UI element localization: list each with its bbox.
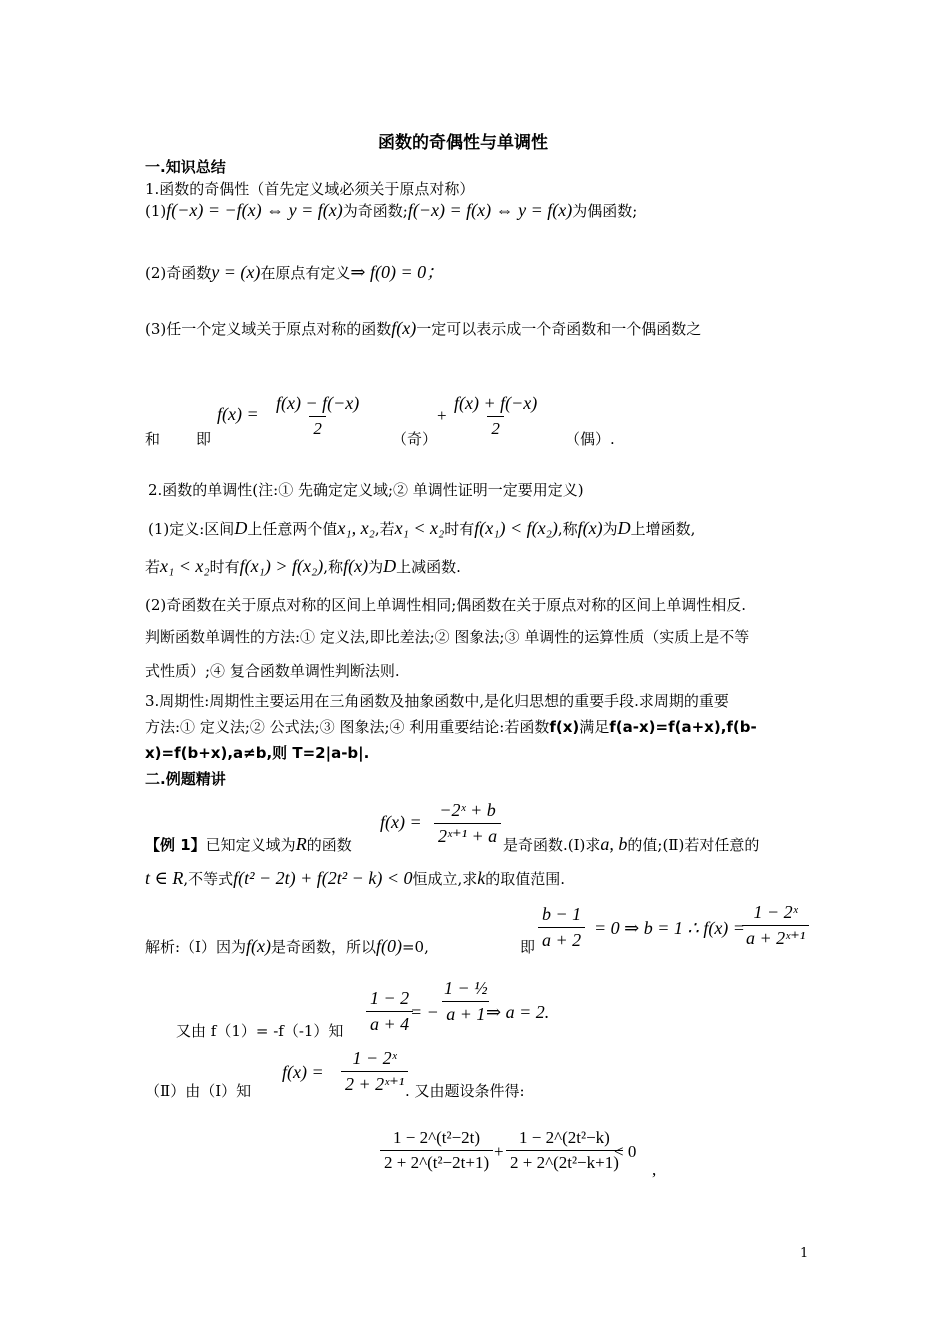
- even-part-fraction: [450, 393, 541, 439]
- period-text: 满足: [579, 718, 610, 736]
- section-heading-examples: 二.例题精讲: [145, 770, 226, 788]
- odd-part-denominator: 2: [309, 416, 326, 439]
- final-left-numerator: 1 − 2^(t²−2t): [393, 1128, 481, 1147]
- odd-tag: （奇）: [392, 430, 438, 448]
- a-right-numerator: 1 − ½: [444, 978, 488, 998]
- item-prefix: (1): [145, 202, 167, 220]
- fx-b-numerator: 1 − 2ˣ: [753, 902, 798, 922]
- example-function-fraction: [434, 800, 501, 847]
- x1-x2-formula: x₁, x₂: [337, 518, 375, 538]
- fx-formula: f(x): [245, 936, 271, 956]
- a-solve-fraction-left: [366, 988, 413, 1035]
- odd-condition-formula: f(−x) = −f(x) ⇔ y = f(x): [166, 200, 343, 220]
- solution2-condition-text: . 又由题设条件得:: [405, 1082, 525, 1100]
- period-text: 方法:① 定义法;② 公式法;③ 图象法;④ 利用重要结论:若函数: [145, 718, 550, 736]
- solution2-fraction: [341, 1048, 408, 1095]
- set-r: R: [295, 834, 307, 854]
- f0-formula: f(0): [375, 936, 402, 956]
- a-left-numerator: 1 − 2: [370, 988, 410, 1008]
- even-label: 为偶函数;: [572, 202, 638, 220]
- odd-label: 为奇函数;: [342, 202, 408, 220]
- example-text: 恒成立,求: [412, 870, 478, 888]
- page-title: 函数的奇偶性与单调性: [378, 133, 548, 153]
- x1-less-x2: x₁ < x₂: [394, 518, 445, 538]
- periodicity-line1: 3.周期性:周期性主要运用在三角函数及抽象函数中,是化归思想的重要手段.求周期的重要: [145, 692, 729, 710]
- f0-zero-formula: ⇒ f(0) = 0；: [350, 262, 445, 282]
- a-right-denominator: a + 1: [442, 1001, 489, 1025]
- solution-text: =0,: [401, 938, 429, 956]
- item-prefix: (2)奇函数: [145, 264, 212, 282]
- periodicity-line3: x)=f(b+x),a≠b,则 T=2|a-b|.: [145, 744, 370, 762]
- example-text: 已知定义域为: [205, 836, 296, 854]
- a-result-formula: ⇒ a = 2.: [486, 1002, 550, 1022]
- b-denominator: a + 2: [538, 927, 585, 951]
- def-text: ,称: [323, 558, 344, 576]
- solution2-line: （Ⅱ）由（Ⅰ）知: [145, 1082, 252, 1100]
- parity-monotonicity-relation: (2)奇函数在关于原点对称的区间上单调性相同;偶函数在关于原点对称的区间上单调性相反.: [145, 596, 747, 614]
- t-in-r: t ∈ R: [145, 868, 184, 888]
- def-text: (1)定义:区间: [148, 520, 235, 538]
- odd-part-numerator: f(x) − f(−x): [276, 393, 360, 413]
- solution2-denominator: 2 + 2ˣ⁺¹: [341, 1071, 408, 1095]
- def-text: 上减函数.: [396, 558, 461, 576]
- fx-formula: f(x): [577, 518, 603, 538]
- even-part-numerator: f(x) + f(−x): [454, 393, 538, 413]
- monotonicity-title: 2.函数的单调性(注:① 先确定定义域;② 单调性证明一定要用定义): [148, 481, 584, 499]
- origin-defined-text: 在原点有定义: [260, 264, 351, 282]
- example-text: ,不等式: [183, 870, 234, 888]
- b-result-formula: = 0 ⇒ b = 1 ∴ f(x) =: [594, 918, 745, 938]
- example-label: 【例 1】: [145, 836, 206, 854]
- def-text: 上任意两个值: [247, 520, 338, 538]
- example-text: 的值;(Ⅱ)若对任意的: [627, 836, 760, 854]
- final-right-numerator: 1 − 2^(2t²−k): [519, 1128, 610, 1147]
- final-less-than: < 0: [614, 1142, 637, 1161]
- final-fraction-right: [506, 1128, 623, 1173]
- periodicity-line2: [145, 716, 757, 737]
- ji-text: 即: [196, 430, 212, 448]
- decomposition-text: 一定可以表示成一个奇函数和一个偶函数之: [416, 320, 702, 338]
- plus-sign: +: [437, 406, 447, 425]
- decomposition-lhs: f(x) =: [217, 404, 259, 424]
- a-solve-fraction-right: [440, 978, 492, 1025]
- parity-title: 1.函数的奇偶性（首先定义域必须关于原点对称）: [145, 180, 475, 198]
- monotonic-definition-line1: [148, 518, 695, 539]
- example-text: 是奇函数.(Ⅰ)求: [503, 836, 601, 854]
- solution-line2: 又由 f（1）= -f（-1）知: [176, 1022, 344, 1040]
- def-text: 上增函数,: [630, 520, 696, 538]
- even-part-denominator: 2: [487, 416, 504, 439]
- def-text: 时有: [444, 520, 475, 538]
- even-condition-formula: f(−x) = f(x) ⇔ y = f(x): [407, 200, 573, 220]
- solution-text: 是奇函数，所以: [270, 938, 376, 956]
- a-left-denominator: a + 4: [366, 1011, 413, 1035]
- x1-less-x2: x₁ < x₂: [160, 556, 210, 576]
- def-text: 为: [602, 520, 618, 538]
- fx-formula: f(x): [391, 318, 417, 338]
- final-fraction-left: [380, 1128, 493, 1173]
- b-solve-fraction: [538, 904, 585, 951]
- section-heading-knowledge: 一.知识总结: [145, 158, 226, 176]
- def-text: 时有: [209, 558, 240, 576]
- ab-vars: a, b: [600, 834, 628, 854]
- example-text: 的函数: [306, 836, 352, 854]
- example-1-line1: [145, 834, 352, 855]
- even-tag: （偶）.: [565, 430, 615, 448]
- monotonicity-methods-line1: 判断函数单调性的方法:① 定义法,即比差法;② 图象法;③ 单调性的运算性质（实质上是不等: [145, 628, 750, 646]
- equals-minus: = −: [410, 1002, 439, 1022]
- parity-rule-1: [145, 200, 637, 221]
- item-prefix: (3)任一个定义域关于原点对称的函数: [145, 320, 392, 338]
- interval-d: D: [617, 518, 631, 538]
- solution-text: 解析:（Ⅰ）因为: [145, 938, 246, 956]
- parity-rule-2: [145, 258, 444, 284]
- example-numerator: −2ˣ + b: [439, 800, 496, 820]
- inequality-formula: f(t² − 2t) + f(2t² − k) < 0: [233, 868, 413, 888]
- solution2-lhs: f(x) =: [282, 1062, 324, 1082]
- final-left-denominator: 2 + 2^(t²−2t+1): [380, 1150, 493, 1173]
- solution-ji: 即: [520, 938, 536, 956]
- parity-rule-3: [145, 318, 701, 339]
- final-right-denominator: 2 + 2^(2t²−k+1): [506, 1150, 623, 1173]
- final-comma: ,: [652, 1160, 657, 1179]
- def-text: ,若: [374, 520, 395, 538]
- example-denominator: 2ˣ⁺¹ + a: [434, 823, 501, 847]
- example-1-line1b: [503, 834, 759, 855]
- example-function-lhs: f(x) =: [380, 812, 422, 832]
- fx-formula: f(x): [343, 556, 369, 576]
- def-text: ,称: [557, 520, 578, 538]
- odd-part-fraction: [272, 393, 363, 439]
- page-number: 1: [800, 1246, 809, 1261]
- he-text: 和: [145, 430, 161, 448]
- solution-line1: [145, 936, 429, 957]
- interval-d: D: [234, 518, 248, 538]
- def-text: 为: [368, 558, 384, 576]
- final-plus: +: [494, 1142, 504, 1161]
- k-var: k: [477, 868, 486, 888]
- symmetry-condition: f(a-x)=f(a+x),f(b-: [609, 718, 757, 736]
- def-text: 若: [145, 558, 161, 576]
- fx-with-b-fraction: [742, 902, 809, 949]
- example-1-line2: [145, 868, 565, 889]
- interval-d: D: [383, 556, 397, 576]
- solution2-numerator: 1 − 2ˣ: [352, 1048, 397, 1068]
- fx-bold: f(x): [549, 718, 580, 736]
- example-text: 的取值范围.: [485, 870, 566, 888]
- decreasing-inequality: f(x₁) > f(x₂): [239, 556, 324, 576]
- increasing-inequality: f(x₁) < f(x₂): [474, 518, 558, 538]
- fx-b-denominator: a + 2ˣ⁺¹: [742, 925, 809, 949]
- odd-function-formula: y = (x): [211, 262, 261, 282]
- monotonicity-methods-line2: 式性质）;④ 复合函数单调性判断法则.: [145, 662, 400, 680]
- monotonic-definition-line2: [145, 556, 461, 577]
- b-numerator: b − 1: [542, 904, 582, 924]
